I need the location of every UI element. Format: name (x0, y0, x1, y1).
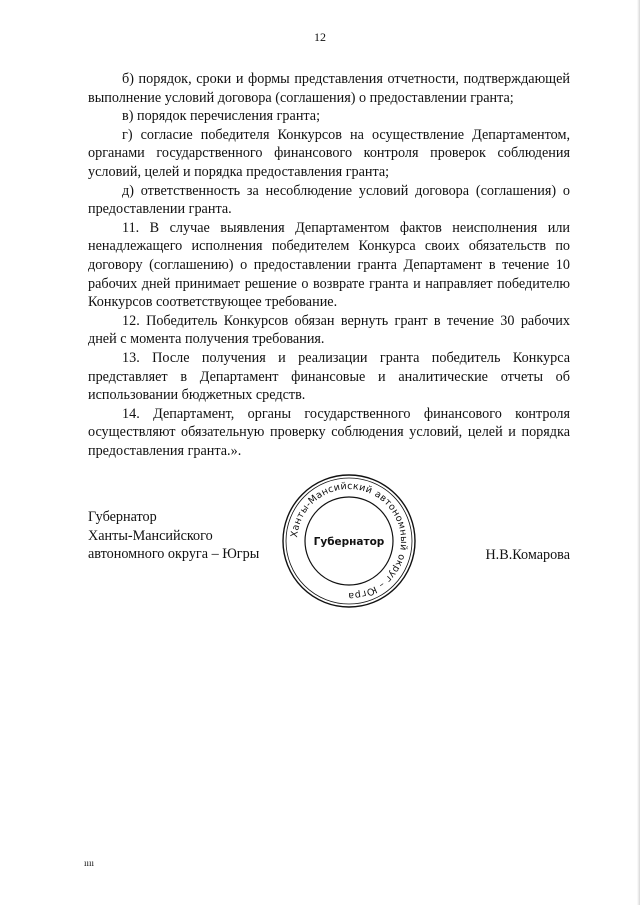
signature-title-line3: автономного округа – Югры (88, 546, 260, 563)
paragraph-d: д) ответственность за несоблюдение условий договора (соглашения) о предоставлении гранта. (88, 182, 570, 218)
seal-ring-text: Ханты-Мансийский автономный округ – Югра (289, 480, 410, 602)
signer-name: Н.В.Комарова (485, 547, 570, 563)
footer-mark: ıııı (84, 858, 95, 868)
paragraph-v: в) порядок перечисления гранта; (122, 108, 321, 125)
paragraph-12: 12. Победитель Конкурсов обязан вернуть грант в течение 30 рабочих дней с момента получения требования. (88, 312, 570, 348)
paragraph-g: г) согласие победителя Конкурсов на осуществление Департаментом, органами государственного финансового контроля проверок соблюдения условий, целей и порядка предоставления гранта; (88, 126, 570, 180)
signature-title-block (88, 508, 259, 564)
paragraph-11: 11. В случае выявления Департаментом фактов неисполнения или ненадлежащего исполнения победителем Конкурса своих обязательств по договору (соглашению) о предоставлении гранта Департамент в течение 10 рабочих дней принимает решение о возврате гранта и направляет победителю Конкурсов соответствующее требование. (88, 219, 570, 311)
signature-title-line1: Губернатор (88, 509, 157, 525)
paragraph-13: 13. После получения и реализации гранта победитель Конкурса представляет в Департамент финансовые и аналитические отчеты об использовании бюджетных средств. (88, 349, 570, 404)
paragraph-b: б) порядок, сроки и формы представления отчетности, подтверждающей выполнение условий договора (соглашения) о предоставлении гранта; (88, 71, 570, 106)
seal-center-text: Губернатор (313, 536, 385, 548)
page-number: 12 (314, 30, 326, 44)
signature-title-line2: Ханты-Мансийского (88, 527, 213, 544)
official-seal (280, 472, 418, 610)
paragraph-14: 14. Департамент, органы государственного финансового контроля осуществляют обязательную проверку соблюдения условий, целей и порядка предоставления гранта.». (88, 405, 570, 459)
document-body (88, 70, 570, 460)
